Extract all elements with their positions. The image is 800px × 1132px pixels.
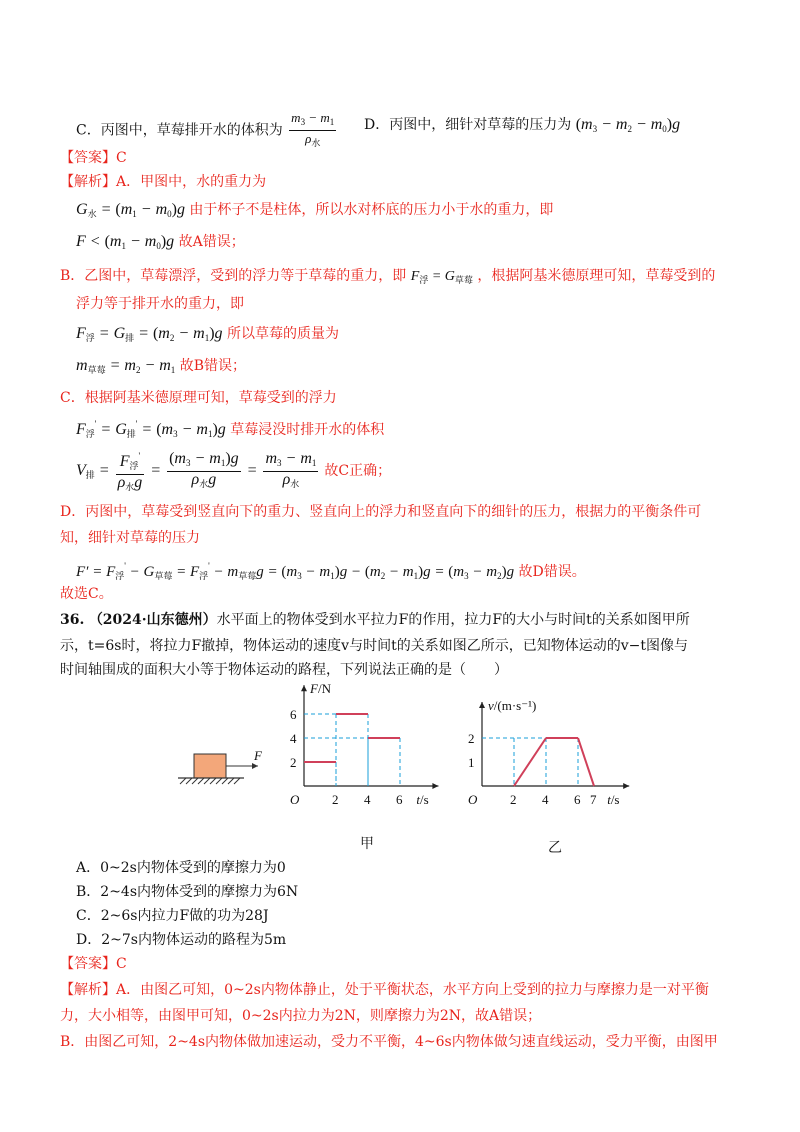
pressure-formula: $F < (m_1 - m_0)g$	[76, 233, 175, 251]
block-diagram	[178, 748, 263, 784]
jia-xlabel: t/s	[416, 792, 429, 807]
question-36-line3: 时间轴围成的面积大小等于物体运动的路程，下列说法正确的是（ ）	[60, 662, 508, 678]
analysis-2-line3: B．由图乙可知，2~4s内物体做加速运动，受力不平衡，4~6s内物体做匀速直线运动，受力平衡，由图甲	[60, 1034, 718, 1050]
yi-ytick-2: 2	[468, 731, 475, 746]
yi-xtick-2: 2	[510, 792, 517, 807]
analysis-1-b3: $F_浮 = G_排 = (m_2 - m_1)g$ 所以草莓的质量为	[76, 325, 339, 343]
jia-ytick-6: 6	[290, 707, 297, 722]
yi-xlabel: t/s	[607, 792, 620, 807]
option-c-36: C．2~6s内拉力F做的功为28J	[76, 908, 269, 924]
option-d-formula: $(m_3 - m_2 - m_0)g$	[575, 116, 681, 134]
answer-1: 【答案】C	[60, 150, 127, 166]
jia-xtick-2: 2	[332, 792, 339, 807]
force-label: F	[254, 748, 262, 763]
yi-segment-0	[514, 738, 546, 786]
needle-force-formula: $F' = F_浮' - G_{草莓} = F_浮' - m_{草莓}g = (m_3 - m_1)g - (m_2 - m_1)g = (m_3 - m_2)g$	[76, 561, 515, 581]
volume-fraction: $\frac{m_3 - m_1}{\rho_水}$	[291, 110, 335, 148]
question-36-line2: 示，t=6s时，将拉力F撤掉，物体运动的速度v与时间t的关系如图乙所示，已知物体运动的v−t图像与	[60, 638, 688, 654]
jia-ytick-2: 2	[290, 755, 297, 770]
analysis-1-d2: 知，细针对草莓的压力	[60, 530, 200, 546]
jia-xtick-4: 4	[364, 792, 371, 807]
option-c: C．丙图中，草莓排开水的体积为 $\frac{m_3 - m_1}{\rho_水}$	[76, 110, 338, 151]
analysis-1-b4: $m_{草莓} = m_2 - m_1$ 故B错误；	[76, 357, 247, 375]
yi-ytick-1: 1	[468, 755, 475, 770]
figure-area	[160, 674, 640, 828]
analysis-1-b1: B．乙图中，草莓漂浮，受到的浮力等于草莓的重力，即 $F_浮 = G_{草莓}$ ，根据阿基米德原理可知，草莓受到的	[60, 268, 716, 285]
figure-jia-label: 甲	[360, 836, 374, 852]
analysis-2-line1: 【解析】A．由图乙可知，0~2s内物体静止，处于平衡状态，水平方向上受到的拉力与摩擦力是一对平衡	[60, 982, 709, 998]
question-36-line1: 36. （2024·山东德州）水平面上的物体受到水平拉力F的作用，拉力F的大小与时间t的关系如图甲所	[60, 612, 690, 628]
analysis-1-c3: $V_排$ = $\frac{F_浮'}{\rho_水g}$ = $\frac{(m_3 - m_1)g}{\rho_水g}$ = $\frac{m_3 - m_1}{\rho_水}$ 故C正确；	[76, 450, 392, 492]
jia-ytick-4: 4	[290, 731, 297, 746]
jia-ylabel: F/N	[310, 681, 331, 697]
option-a: A．0~2s内物体受到的摩擦力为0	[76, 860, 286, 876]
block	[194, 754, 226, 778]
option-b: B．2~4s内物体受到的摩擦力为6N	[76, 884, 299, 900]
ground-hatch	[180, 778, 240, 784]
volume-derivation: $V_排$ = $\frac{F_浮'}{\rho_水g}$ = $\frac{(m_3 - m_1)g}{\rho_水g}$ = $\frac{m_3 - m_1}{\rho_水}$	[76, 450, 317, 492]
water-weight-formula: $G_水 = (m_1 - m_0)g$	[76, 201, 185, 219]
chart-jia	[290, 681, 438, 807]
jia-x-arrow	[432, 783, 438, 789]
float-formula: $F_浮 = G_{草莓}$	[410, 269, 473, 285]
answer-2: 【答案】C	[60, 956, 127, 972]
jia-y-arrow	[301, 685, 307, 691]
analysis-1-d1: D．丙图中，草莓受到竖直向下的重力、竖直向上的浮力和竖直向下的细针的压力，根据力的平衡条件可	[60, 504, 702, 520]
figure-yi-label: 乙	[548, 840, 562, 856]
yi-segment-2	[578, 738, 594, 786]
yi-origin: O	[468, 792, 478, 807]
analysis-1-line2: $G_水 = (m_1 - m_0)g$ 由于杯子不是柱体，所以水对杯底的压力小于水的重力，即	[76, 201, 554, 219]
yi-xtick-4: 4	[542, 792, 549, 807]
buoyancy-submerged-formula: $F_浮' = G_排' = (m_3 - m_1)g$	[76, 419, 226, 439]
analysis-1-line3: $F < (m_1 - m_0)g$ 故A错误；	[76, 233, 245, 251]
analysis-1-head: 【解析】A．甲图中，水的重力为	[60, 174, 267, 190]
analysis-2-line2: 力，大小相等，由图甲可知，0~2s内拉力为2N，则摩擦力为2N，故A错误；	[60, 1008, 542, 1024]
jia-origin: O	[290, 792, 300, 807]
analysis-1-c1: C．根据阿基米德原理可知，草莓受到的浮力	[60, 390, 337, 406]
yi-xtick-6: 6	[574, 792, 581, 807]
yi-y-arrow	[479, 702, 485, 708]
yi-xtick-7: 7	[590, 792, 597, 807]
option-d: D．丙图中，细针对草莓的压力为 $(m_3 - m_2 - m_0)g$	[364, 116, 681, 134]
yi-ylabel: v/(m·s⁻¹)	[488, 698, 537, 713]
buoyancy-formula: $F_浮 = G_排 = (m_2 - m_1)g$	[76, 325, 223, 343]
chart-yi	[468, 698, 629, 807]
analysis-1-b2: 浮力等于排开水的重力，即	[76, 296, 244, 312]
mass-formula: $m_{草莓} = m_2 - m_1$	[76, 357, 176, 375]
yi-x-arrow	[623, 783, 629, 789]
force-arrow-head	[252, 763, 258, 769]
analysis-1-final: 故选C。	[60, 586, 113, 602]
analysis-1-c2: $F_浮' = G_排' = (m_3 - m_1)g$ 草莓浸没时排开水的体积	[76, 419, 385, 439]
option-d-36: D．2~7s内物体运动的路程为5m	[76, 932, 287, 948]
jia-xtick-6: 6	[396, 792, 403, 807]
analysis-1-d3: $F' = F_浮' - G_{草莓} = F_浮' - m_{草莓}g = (m_3 - m_1)g - (m_2 - m_1)g = (m_3 - m_2)g$ 故D错误。	[76, 561, 586, 581]
